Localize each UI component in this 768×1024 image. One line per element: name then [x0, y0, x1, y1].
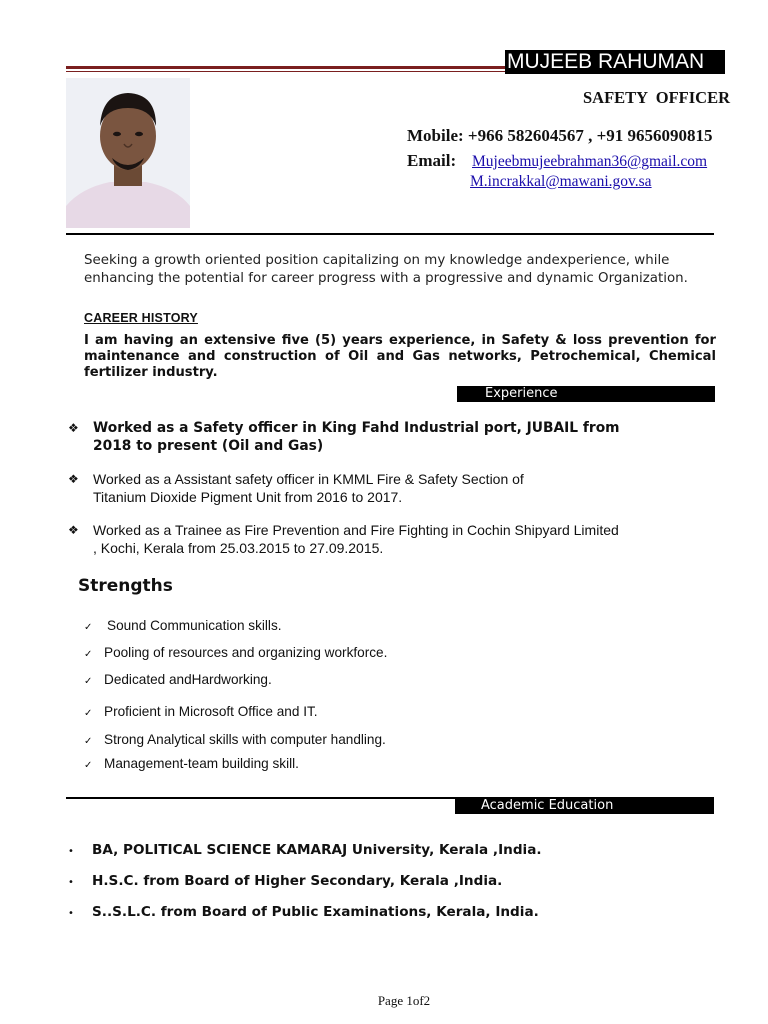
- experience-line-2: 2018 to present (Oil and Gas): [93, 438, 324, 454]
- strength-text: Management-team building skill.: [104, 756, 299, 771]
- email-label: Email:: [407, 151, 457, 170]
- email-link-gmail[interactable]: Mujeebmujeebrahman36@gmail.com: [472, 153, 708, 170]
- strengths-heading: Strengths: [78, 576, 173, 596]
- experience-line-1: Worked as a Trainee as Fire Prevention and Fire Fighting in Cochin Shipyard Limited: [93, 522, 619, 538]
- diamond-bullet-icon: ❖: [68, 523, 79, 537]
- checkmark-icon: ✓: [84, 736, 93, 747]
- education-text: H.S.C. from Board of Higher Secondary, Kerala ,India.: [92, 873, 503, 889]
- checkmark-icon: ✓: [84, 676, 93, 687]
- checkmark-icon: ✓: [84, 760, 93, 771]
- experience-item: [68, 470, 728, 506]
- strength-item: [84, 618, 282, 633]
- mobile-numbers: Mobile: +966 582604567 , +91 9656090815: [407, 126, 713, 145]
- education-text: BA, POLITICAL SCIENCE KAMARAJ University, Kerala ,India.: [92, 842, 542, 858]
- experience-item: [68, 521, 728, 557]
- experience-line-1: Worked as a Assistant safety officer in KMML Fire & Safety Section of: [93, 471, 524, 487]
- email-link-mawani[interactable]: M.incrakkal@mawani.gov.sa: [470, 173, 652, 190]
- strength-text: Pooling of resources and organizing workforce.: [104, 645, 388, 660]
- page-number: Page 1of2: [377, 993, 431, 1008]
- experience-item: [68, 419, 728, 455]
- education-item: [68, 904, 539, 920]
- career-history-text: I am having an extensive five (5) years experience, in Safety & loss prevention for maintenance and construction of Oil and Gas networks, Petrochemical, Chemical fertilizer industry.: [84, 333, 716, 380]
- career-history-heading: CAREER HISTORY: [84, 311, 198, 325]
- experience-line-2: , Kochi, Kerala from 25.03.2015 to 27.09.2015.: [93, 540, 384, 556]
- profile-photo: [66, 78, 190, 228]
- checkmark-icon: ✓: [84, 649, 93, 660]
- candidate-name: MUJEEB RAHUMAN: [505, 50, 725, 74]
- academic-education-heading: Academic Education: [455, 798, 714, 814]
- experience-heading: Experience: [457, 386, 715, 402]
- diamond-bullet-icon: ❖: [68, 421, 79, 435]
- strength-item: [84, 732, 386, 747]
- strength-text: Sound Communication skills.: [107, 618, 282, 633]
- strength-text: Dedicated andHardworking.: [104, 672, 272, 687]
- strength-item: [84, 672, 272, 687]
- checkmark-icon: ✓: [84, 622, 93, 633]
- education-text: S..S.L.C. from Board of Public Examinations, Kerala, India.: [92, 904, 539, 920]
- checkmark-icon: ✓: [84, 708, 93, 719]
- dot-bullet-icon: •: [68, 877, 74, 888]
- objective-paragraph: Seeking a growth oriented position capitalizing on my knowledge andexperience, while enhancing the potential for career progress with a progressive and dynamic Organization.: [84, 253, 688, 286]
- strength-text: Proficient in Microsoft Office and IT.: [104, 704, 318, 719]
- experience-line-1: Worked as a Safety officer in King Fahd Industrial port, JUBAIL from: [93, 420, 620, 436]
- dot-bullet-icon: •: [68, 846, 74, 857]
- strength-item: [84, 756, 299, 771]
- dot-bullet-icon: •: [68, 908, 74, 919]
- strength-text: Strong Analytical skills with computer handling.: [104, 732, 386, 747]
- section-divider: [66, 233, 714, 235]
- experience-line-2: Titanium Dioxide Pigment Unit from 2016 to 2017.: [93, 489, 403, 505]
- job-title: SAFETY OFFICER: [583, 88, 730, 107]
- education-item: [68, 842, 542, 858]
- diamond-bullet-icon: ❖: [68, 472, 79, 486]
- strength-item: [84, 645, 387, 660]
- education-item: [68, 873, 502, 889]
- strength-item: [84, 704, 318, 719]
